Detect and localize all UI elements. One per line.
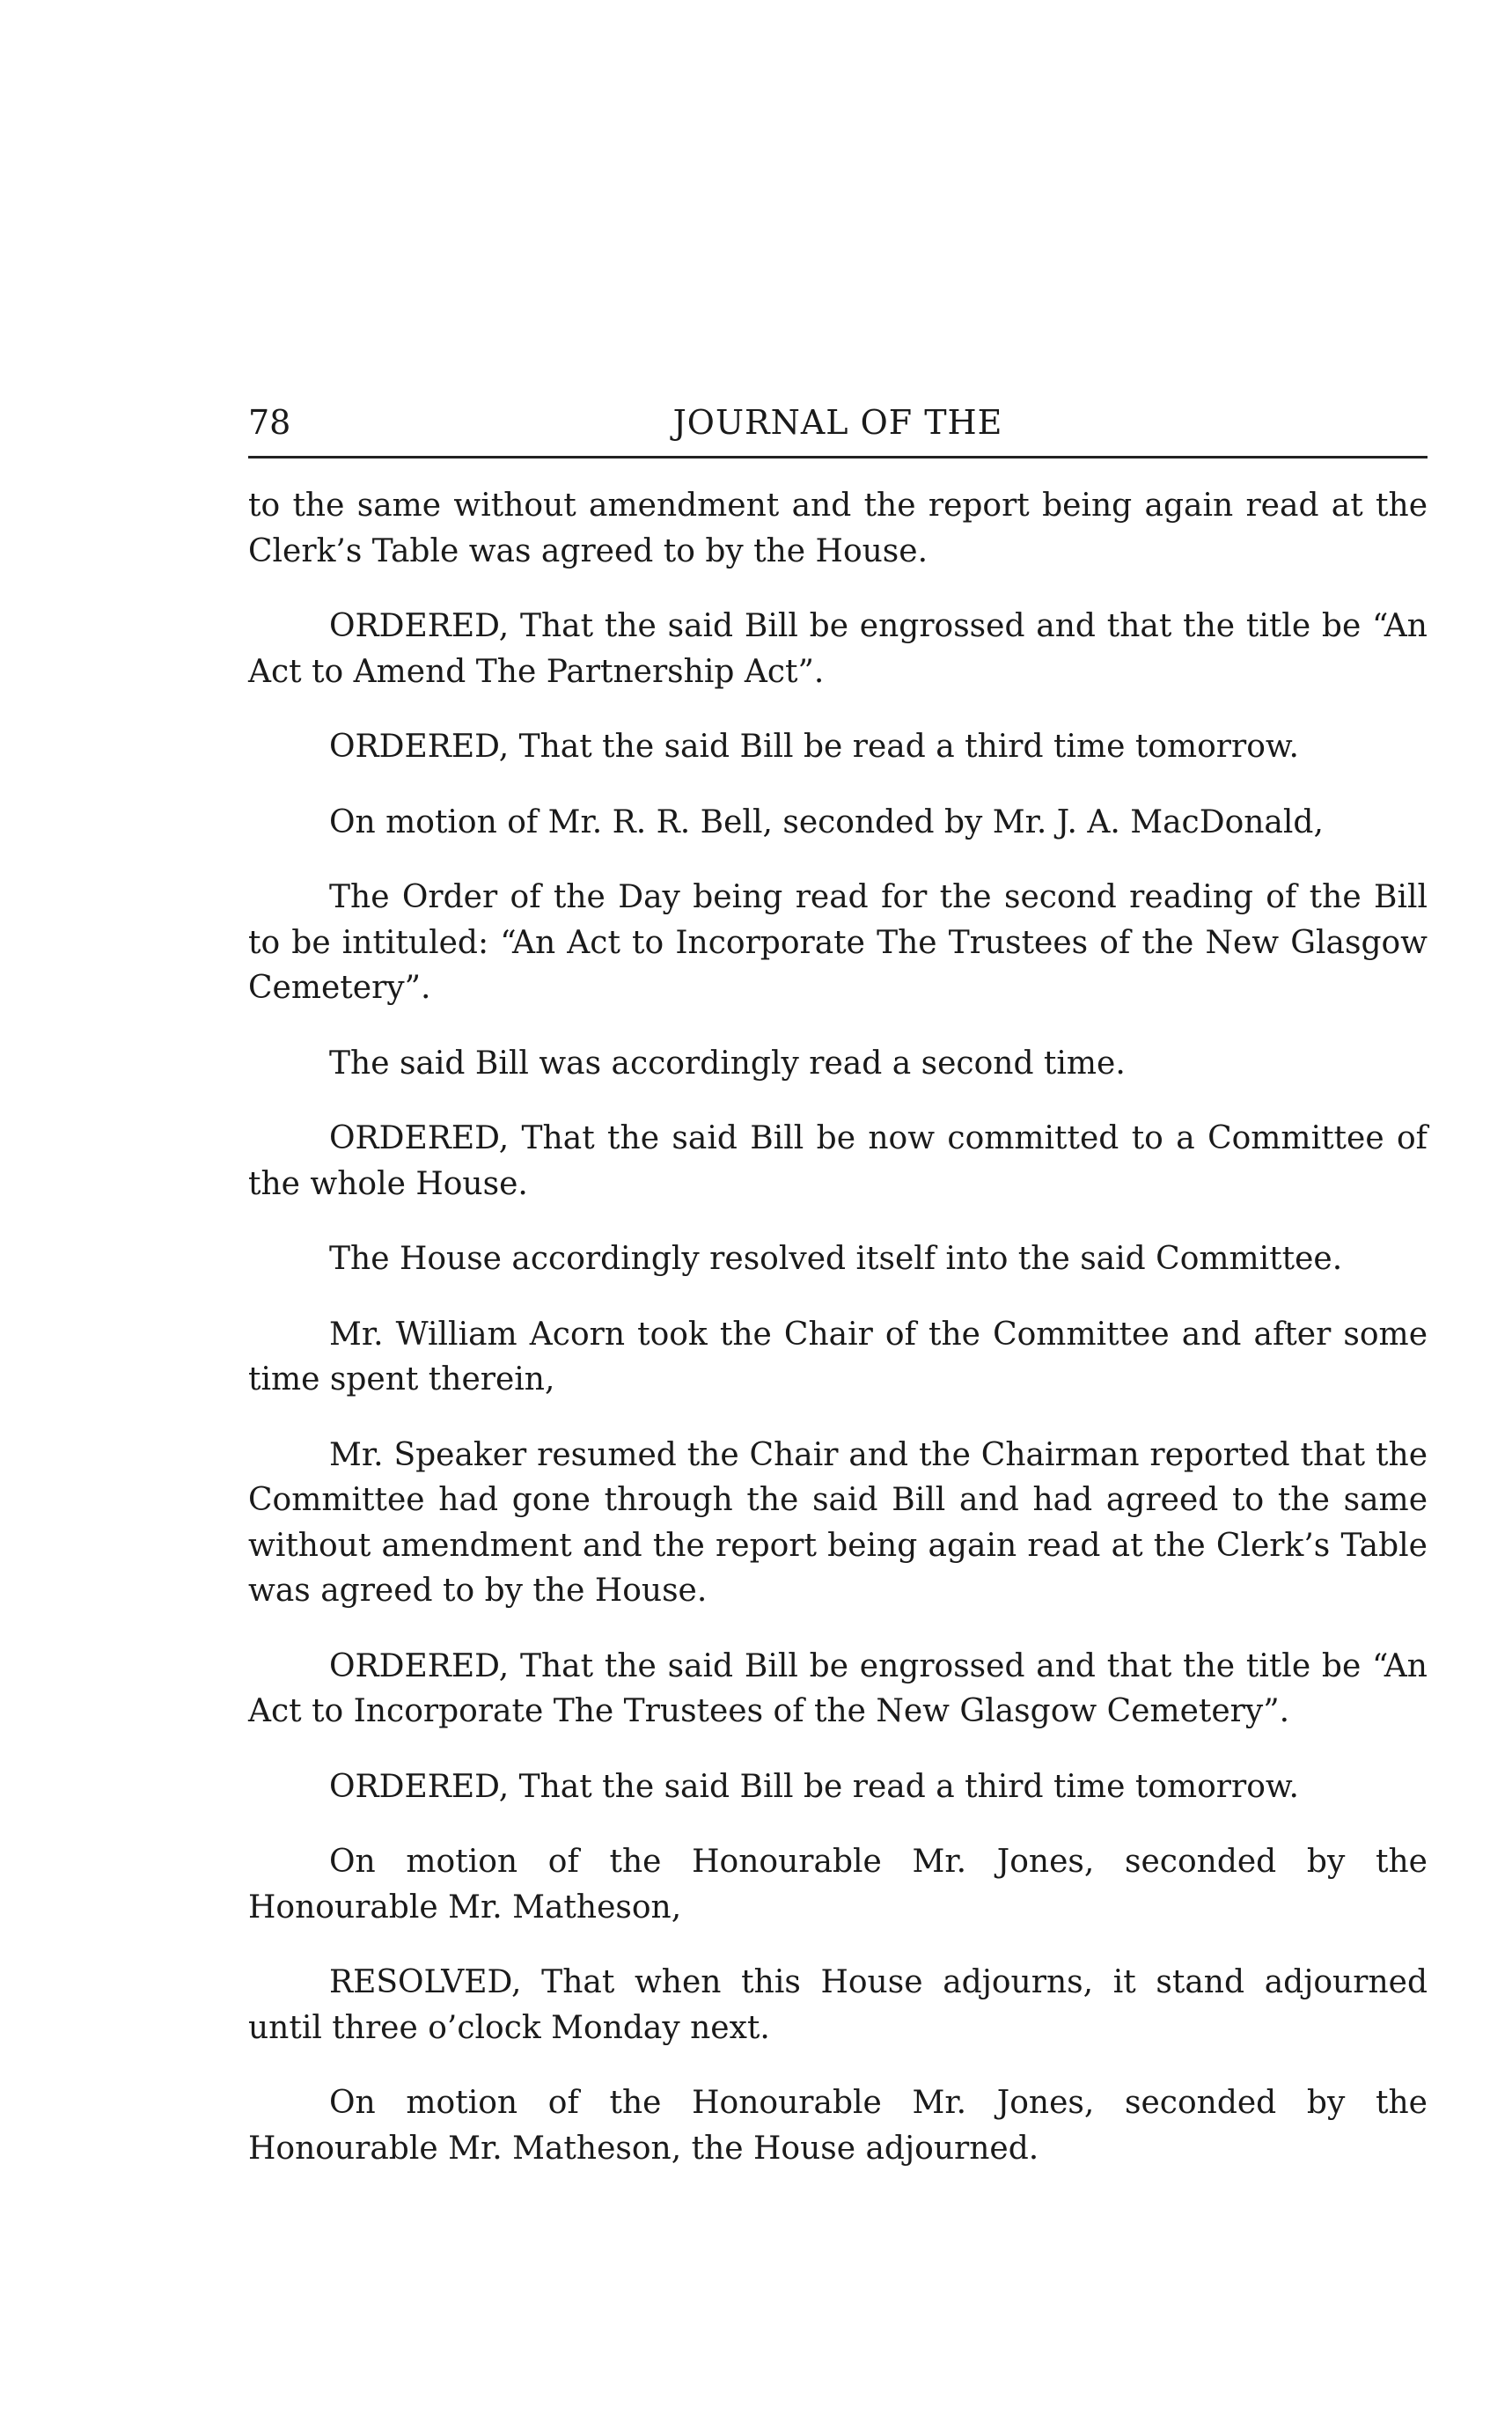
- running-header: [248, 396, 1428, 458]
- paragraph-resolved-adjourn: RESOLVED, That when this House adjourns, it stand adjourned until three o’clock Monday next.: [248, 1964, 1428, 2046]
- paragraph-house-adjourned: On motion of the Honourable Mr. Jones, seconded by the Honourable Mr. Matheson, the House adjourned.: [248, 2085, 1428, 2167]
- journal-title: JOURNAL OF THE: [672, 403, 1003, 442]
- paragraph-continued-report: to the same without amendment and the report being again read at the Clerk’s Table was agreed to by the House.: [248, 488, 1428, 569]
- paragraph-order-engrossed-partnership: ORDERED, That the said Bill be engrossed and that the title be “An Act to Amend The Partnership Act”.: [248, 608, 1428, 690]
- paragraph-motion-bell: On motion of Mr. R. R. Bell, seconded by Mr. J. A. MacDonald,: [329, 803, 1324, 840]
- paragraph-speaker-resumed: Mr. Speaker resumed the Chair and the Chairman reported that the Committee had gone through the said Bill and had agreed to the same without amendment and the report being again read at the Clerk’s Table was agreed to by the House.: [248, 1436, 1428, 1609]
- paragraph-order-engrossed-cemetery: ORDERED, That the said Bill be engrossed and that the title be “An Act to Incorporate The Trustees of the New Glasgow Cemetery”.: [248, 1647, 1428, 1729]
- paragraph-motion-jones: On motion of the Honourable Mr. Jones, seconded by the Honourable Mr. Matheson,: [248, 1844, 1428, 1926]
- paragraph-house-resolved: The House accordingly resolved itself into the said Committee.: [329, 1241, 1343, 1277]
- paragraph-order-third-reading: ORDERED, That the said Bill be read a third time tomorrow.: [329, 729, 1299, 765]
- page-number: 78: [248, 403, 291, 442]
- journal-body: [248, 483, 1428, 2171]
- paragraph-order-committed: ORDERED, That the said Bill be now committed to a Committee of the whole House.: [248, 1120, 1428, 1202]
- paragraph-second-reading: The said Bill was accordingly read a second time.: [329, 1045, 1126, 1082]
- paragraph-order-third-reading-cemetery: ORDERED, That the said Bill be read a third time tomorrow.: [329, 1768, 1299, 1805]
- paragraph-acorn-chair: Mr. William Acorn took the Chair of the Committee and after some time spent therein,: [248, 1316, 1428, 1397]
- journal-page: [248, 396, 1428, 2201]
- paragraph-order-of-the-day: The Order of the Day being read for the second reading of the Bill to be intituled: “An Act to Incorporate The Trustees of the New Glasgow Cemetery”.: [248, 879, 1428, 1006]
